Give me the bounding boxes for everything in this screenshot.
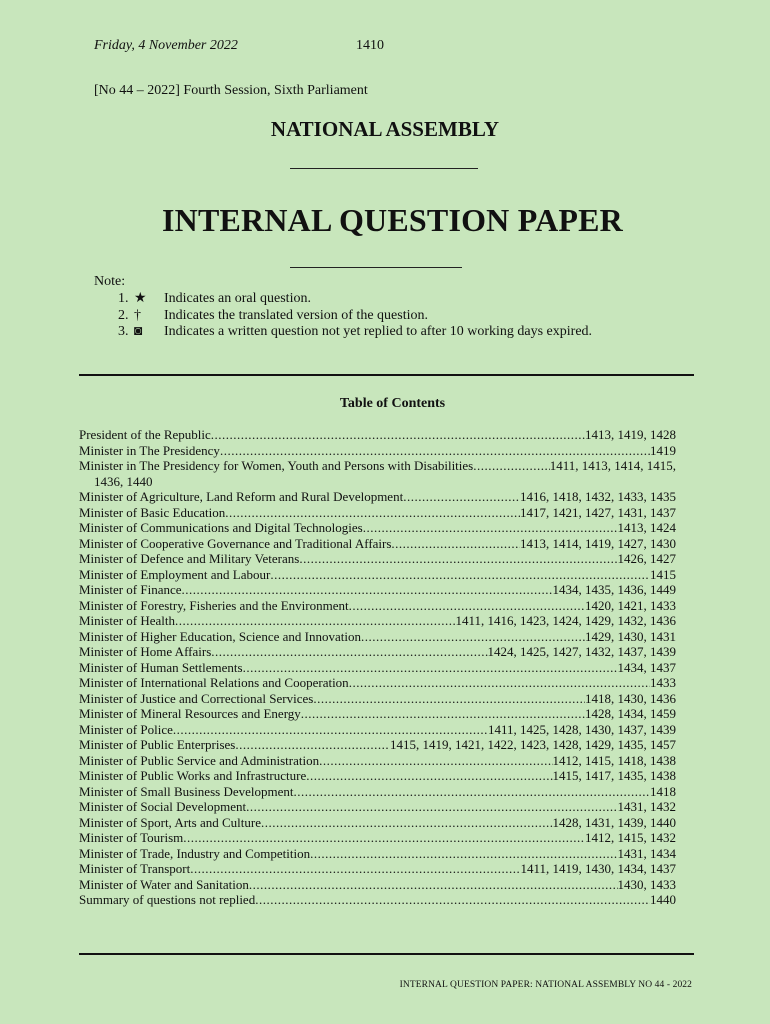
toc-leader-dots — [349, 598, 585, 614]
toc-entry-label: Minister of Tourism — [79, 830, 184, 845]
toc-entry[interactable] — [79, 784, 676, 800]
toc-entry[interactable] — [79, 753, 676, 769]
toc-entry[interactable] — [79, 598, 676, 614]
toc-entry-pages: 1430, 1433 — [617, 876, 676, 892]
toc-entry-label: President of the Republic — [79, 427, 211, 442]
toc-leader-dots — [363, 520, 618, 536]
dagger-icon: † — [134, 307, 141, 323]
toc-entry[interactable] — [79, 520, 676, 536]
toc-entry-pages: 1417, 1421, 1427, 1431, 1437 — [520, 504, 676, 520]
session-line: [No 44 – 2022] Fourth Session, Sixth Parliament — [94, 83, 368, 98]
table-of-contents — [79, 427, 676, 908]
toc-entry[interactable] — [79, 551, 676, 567]
toc-entry[interactable] — [79, 892, 676, 908]
toc-entry[interactable] — [79, 427, 676, 443]
toc-entry-label: Minister of Police — [79, 721, 173, 737]
toc-leader-dots — [183, 830, 585, 846]
toc-entry-pages: 1420, 1421, 1433 — [585, 597, 676, 613]
note-label: Note: — [94, 274, 126, 289]
toc-entry[interactable] — [79, 567, 676, 583]
toc-entry[interactable] — [79, 613, 676, 629]
toc-entry-pages: 1411, 1416, 1423, 1424, 1429, 1432, 1436 — [455, 613, 676, 628]
toc-entry-label: Minister of Trade, Industry and Competition — [79, 845, 311, 861]
assembly-heading: NATIONAL ASSEMBLY — [270, 117, 500, 141]
toc-entry-pages: 1424, 1425, 1427, 1432, 1437, 1439 — [487, 644, 676, 659]
toc-entry-label: Minister of Finance — [79, 582, 182, 597]
toc-leader-dots — [313, 691, 585, 707]
toc-entry[interactable] — [79, 582, 676, 598]
inverse-circle-icon: ◙ — [134, 324, 143, 339]
toc-entry-label: Minister in The Presidency — [79, 442, 220, 458]
toc-leader-dots — [310, 846, 617, 862]
toc-entry[interactable] — [79, 722, 676, 738]
header-date: Friday, 4 November 2022 — [94, 38, 238, 53]
toc-entry-pages: 1411, 1419, 1430, 1434, 1437 — [520, 861, 676, 876]
toc-entry[interactable] — [79, 768, 676, 784]
toc-entry-label: Minister of Employment and Labour — [79, 566, 271, 582]
toc-entry-pages: 1418 — [650, 783, 676, 799]
note-item — [118, 308, 592, 325]
toc-leader-dots — [235, 737, 390, 753]
toc-entry[interactable] — [79, 660, 676, 676]
toc-entry-pages: 1431, 1432 — [617, 799, 676, 814]
toc-entry[interactable] — [79, 815, 676, 831]
toc-title: Table of Contents — [339, 396, 446, 411]
toc-entry-label: Minister of Basic Education — [79, 504, 226, 520]
toc-entry-label: Minister of Public Enterprises — [79, 737, 236, 752]
star-icon: ★ — [134, 291, 147, 306]
toc-leader-dots — [225, 505, 520, 521]
toc-entry[interactable] — [79, 691, 676, 707]
toc-entry[interactable] — [79, 474, 676, 490]
toc-leader-dots — [249, 877, 618, 893]
toc-entry-label: Minister of Higher Education, Science and Innovation — [79, 628, 361, 644]
toc-entry[interactable] — [79, 443, 676, 459]
toc-entry-label: Minister of International Relations and Cooperation — [79, 675, 349, 690]
toc-entry-pages: 1415 — [650, 566, 676, 582]
toc-entry-label: Minister of Human Settlements — [79, 659, 243, 675]
toc-entry[interactable] — [79, 675, 676, 691]
toc-entry[interactable] — [79, 861, 676, 877]
toc-entry-pages: 1411, 1413, 1414, 1415, — [549, 458, 676, 473]
toc-leader-dots — [403, 489, 520, 505]
toc-leader-dots — [211, 644, 487, 660]
toc-leader-dots — [299, 551, 617, 567]
toc-entry-pages: 1413, 1419, 1428 — [585, 427, 676, 442]
toc-entry-label: Minister of Justice and Correctional Services — [79, 690, 314, 706]
toc-entry[interactable] — [79, 737, 676, 753]
toc-entry[interactable] — [79, 706, 676, 722]
toc-entry[interactable] — [79, 629, 676, 645]
toc-entry-label: Minister of Public Service and Administration — [79, 752, 320, 768]
toc-entry-label: Minister of Public Works and Infrastructure — [79, 768, 307, 783]
divider-short-2 — [290, 267, 462, 268]
toc-entry-label: Minister of Mineral Resources and Energy — [79, 706, 301, 721]
toc-leader-dots — [391, 536, 520, 552]
toc-leader-dots — [175, 613, 455, 629]
toc-entry-pages: 1419 — [650, 442, 676, 458]
note-text: Indicates a written question not yet replied to after 10 working days expired. — [164, 324, 593, 339]
toc-entry-pages: 1415, 1419, 1421, 1422, 1423, 1428, 1429, 1435, 1457 — [390, 737, 676, 752]
toc-leader-dots — [220, 443, 650, 459]
toc-entry[interactable] — [79, 505, 676, 521]
section-divider-bottom — [79, 953, 694, 955]
toc-entry-pages: 1411, 1425, 1428, 1430, 1437, 1439 — [487, 721, 676, 737]
toc-leader-dots — [182, 582, 553, 598]
toc-entry[interactable] — [79, 458, 676, 474]
note-item — [118, 291, 592, 308]
note-text: Indicates the translated version of the question. — [164, 307, 428, 323]
toc-leader-dots — [270, 567, 650, 583]
toc-entry-label: Minister in The Presidency for Women, Youth and Persons with Disabilities — [79, 458, 474, 473]
toc-leader-dots — [211, 427, 585, 443]
toc-entry-pages: 1426, 1427 — [617, 551, 676, 566]
toc-leader-dots — [243, 660, 618, 676]
divider-short-1 — [290, 168, 478, 169]
toc-leader-dots — [293, 784, 650, 800]
toc-entry-label: Minister of Forestry, Fisheries and the Environment — [79, 597, 349, 613]
toc-entry[interactable] — [79, 877, 676, 893]
toc-entry-label: Minister of Agriculture, Land Reform and Rural Development — [79, 489, 404, 504]
toc-entry-pages: 1431, 1434 — [617, 845, 676, 861]
section-divider-top — [79, 374, 694, 376]
toc-entry-pages: 1415, 1417, 1435, 1438 — [552, 768, 676, 783]
toc-entry-label: Minister of Communications and Digital Technologies — [79, 520, 363, 535]
toc-entry[interactable] — [79, 644, 676, 660]
header-page-number: 1410 — [356, 38, 384, 53]
toc-entry-pages: 1440 — [650, 892, 676, 907]
toc-entry-label: Minister of Small Business Development — [79, 783, 294, 799]
toc-entry-pages: 1434, 1435, 1436, 1449 — [552, 582, 676, 597]
note-text: Indicates an oral question. — [164, 291, 311, 306]
toc-leader-dots — [349, 675, 650, 691]
note-list — [118, 291, 592, 341]
toc-leader-dots — [301, 706, 585, 722]
toc-entry-pages: 1413, 1424 — [617, 520, 676, 535]
toc-leader-dots — [246, 799, 617, 815]
toc-entry-label: Minister of Home Affairs — [79, 644, 212, 659]
toc-entry-label: Summary of questions not replied — [79, 892, 256, 907]
toc-leader-dots — [306, 768, 552, 784]
toc-leader-dots — [190, 861, 520, 877]
toc-leader-dots — [473, 458, 549, 474]
toc-leader-dots — [261, 815, 553, 831]
toc-leader-dots — [255, 892, 650, 908]
toc-entry[interactable] — [79, 536, 676, 552]
toc-entry-pages: 1413, 1414, 1419, 1427, 1430 — [520, 535, 676, 551]
toc-entry-label: Minister of Defence and Military Veterans — [79, 551, 300, 566]
toc-entry[interactable] — [79, 489, 676, 505]
toc-entry-pages: 1428, 1434, 1459 — [585, 706, 676, 721]
toc-entry-label: 1436, 1440 — [94, 473, 153, 489]
toc-entry-pages: 1434, 1437 — [617, 659, 676, 675]
note-number: 3. — [118, 324, 129, 339]
toc-entry-pages: 1418, 1430, 1436 — [585, 690, 676, 706]
toc-leader-dots — [361, 629, 585, 645]
note-item — [118, 324, 592, 341]
toc-entry[interactable] — [79, 799, 676, 815]
note-number: 1. — [118, 291, 129, 306]
toc-entry-pages: 1429, 1430, 1431 — [585, 628, 676, 644]
toc-leader-dots — [319, 753, 552, 769]
toc-leader-dots — [173, 722, 488, 738]
toc-entry-pages: 1428, 1431, 1439, 1440 — [552, 814, 676, 830]
toc-entry-pages: 1412, 1415, 1432 — [585, 830, 676, 845]
note-number: 2. — [118, 307, 129, 323]
toc-entry[interactable] — [79, 846, 676, 862]
toc-entry-pages: 1412, 1415, 1418, 1438 — [552, 752, 676, 768]
toc-entry-label: Minister of Sport, Arts and Culture — [79, 814, 261, 830]
toc-entry[interactable] — [79, 830, 676, 846]
page-footer: INTERNAL QUESTION PAPER: NATIONAL ASSEMBLY NO 44 - 2022 — [399, 980, 692, 990]
page-title: INTERNAL QUESTION PAPER — [162, 202, 623, 238]
toc-entry-label: Minister of Water and Sanitation — [79, 876, 249, 892]
toc-entry-pages: 1433 — [650, 675, 676, 690]
toc-entry-label: Minister of Social Development — [79, 799, 247, 814]
toc-entry-label: Minister of Cooperative Governance and Traditional Affairs — [79, 535, 392, 551]
toc-entry-pages: 1416, 1418, 1432, 1433, 1435 — [520, 489, 676, 504]
toc-entry-label: Minister of Health — [79, 613, 176, 628]
toc-entry-label: Minister of Transport — [79, 861, 191, 876]
